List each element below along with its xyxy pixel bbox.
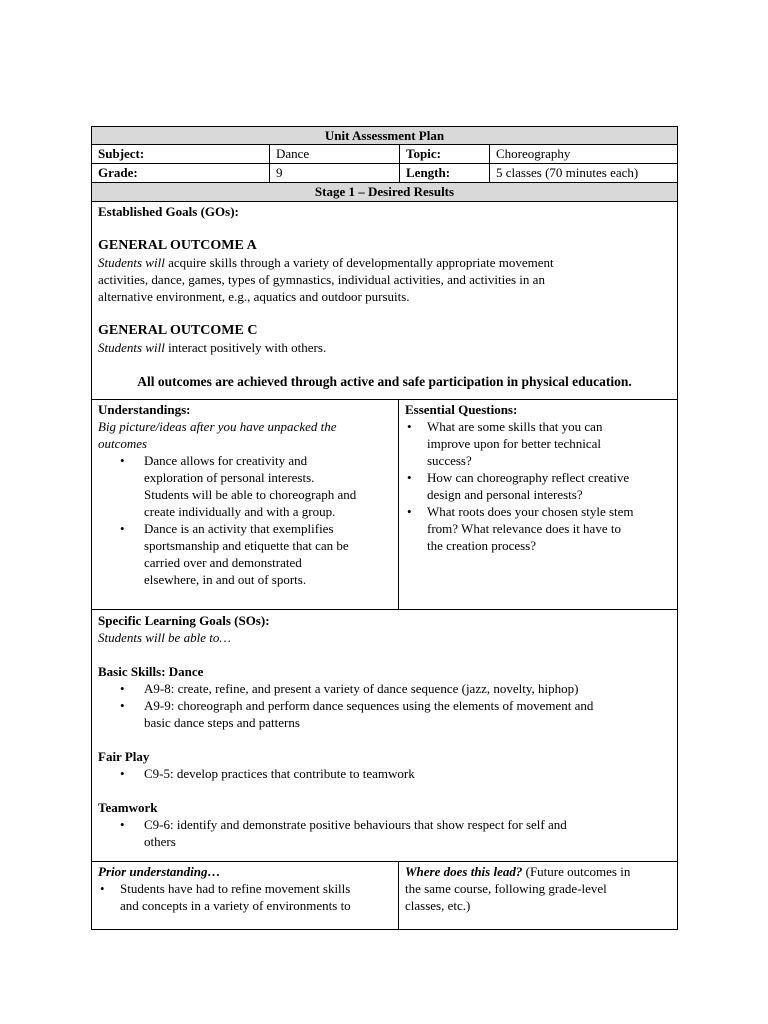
questions-cell [398,400,677,609]
questions-label: Essential Questions: [405,402,518,417]
question-item-line: design and personal interests? [427,487,583,502]
outcomes-summary: All outcomes are achieved through active and safe participation in physical education. [137,374,632,389]
section-list [98,680,671,731]
question-item-line: • What roots does your chosen style stem [427,504,634,519]
goal-item [98,816,671,850]
specific-label: Specific Learning Goals (SOs): [98,613,270,628]
understandings-subtitle-2: outcomes [98,436,148,451]
outcome-a-line-2: activities, dance, games, types of gymnastics, individual activities, and activities in an [98,272,545,287]
question-item-line: success? [427,453,472,468]
section-title: Teamwork [98,800,158,815]
prior-row [91,862,678,930]
goal-item-line: • C9-6: identify and demonstrate positive behaviours that show respect for self and [144,817,567,832]
question-item-line: improve upon for better technical [427,436,601,451]
outcome-c-line: Students will interact positively with others. [98,340,327,355]
lead-line-2: the same course, following grade-level [405,881,607,896]
question-item-line: • What are some skills that you can [427,419,603,434]
understanding-item-line: sportsmanship and etiquette that can be [144,538,349,553]
section-list [98,765,671,782]
understanding-item [98,520,392,588]
goals-label: Established Goals (GOs): [98,204,239,219]
goal-item-line: • C9-5: develop practices that contribute to teamwork [144,766,415,781]
goal-item [98,765,671,782]
understanding-item-line: create individually and with a group. [144,504,336,519]
understanding-item-line: • Dance allows for creativity and [144,453,308,468]
understanding-item-line: Students will be able to choreograph and [144,487,357,502]
prior-cell [92,862,398,929]
understanding-item-line: exploration of personal interests. [144,470,315,485]
subject-label: Subject: [98,146,145,161]
lead-cell [398,862,677,929]
table-title: Unit Assessment Plan [324,128,445,143]
length-value: 5 classes (70 minutes each) [489,164,677,182]
understanding-item-line: elsewhere, in and out of sports. [144,572,307,587]
understanding-item-line: • Dance is an activity that exemplifies [144,521,334,536]
info-row-2 [91,164,678,183]
section-title: Basic Skills: Dance [98,664,204,679]
lead-line-3: classes, etc.) [405,898,471,913]
topic-value: Choreography [489,145,677,163]
section-title: Fair Play [98,749,150,764]
question-item [405,503,671,554]
specific-row [91,610,678,862]
understandings-cell [92,400,398,609]
understanding-item-line: carried over and demonstrated [144,555,302,570]
topic-label: Topic: [399,145,489,163]
understanding-item [98,452,392,520]
grade-value: 9 [269,164,399,182]
goals-row [91,202,678,400]
prior-label: Prior understanding… [98,864,221,879]
grade-label: Grade: [98,165,138,180]
goal-item [98,697,671,731]
length-label: Length: [399,164,489,182]
understandings-list [98,452,392,588]
question-item-line: • How can choreography reflect creative [427,470,630,485]
goal-item [98,680,671,697]
title-row [91,126,678,145]
goal-item-line: basic dance steps and patterns [144,715,300,730]
specific-goals-cell [92,610,677,861]
gap [98,646,671,663]
question-item [405,469,671,503]
lead-line-1: Where does this lead? (Future outcomes in [405,864,631,879]
outcome-c-title: GENERAL OUTCOME C [98,323,258,338]
prior-item-line: • Students have had to refine movement skills [120,881,351,896]
questions-list [405,418,671,554]
understandings-subtitle-1: Big picture/ideas after you have unpacked the [98,419,337,434]
unit-assessment-plan-table [91,126,678,930]
goals-cell [92,202,677,399]
specific-subtitle: Students will be able to… [98,630,231,645]
stage1-row [91,183,678,202]
gap [98,731,671,748]
question-item-line: the creation process? [427,538,537,553]
subject-value: Dance [269,145,399,163]
prior-item-line: and concepts in a variety of environments to [120,898,351,913]
understandings-label: Understandings: [98,402,191,417]
outcome-a-line-1: Students will acquire skills through a variety of developmentally appropriate movement [98,255,554,270]
goal-item-line: • A9-9: choreograph and perform dance sequences using the elements of movement and [144,698,594,713]
prior-list [98,880,392,914]
outcome-a-title: GENERAL OUTCOME A [98,238,257,253]
understandings-row [91,400,678,610]
goal-item-line: others [144,834,176,849]
prior-item [98,880,392,914]
section-list [98,816,671,850]
question-item [405,418,671,469]
outcome-a-line-3: alternative environment, e.g., aquatics and outdoor pursuits. [98,289,410,304]
goal-item-line: • A9-8: create, refine, and present a variety of dance sequence (jazz, novelty, hiphop) [144,681,579,696]
stage1-heading: Stage 1 – Desired Results [314,184,455,199]
info-row-1 [91,145,678,164]
gap [98,782,671,799]
question-item-line: from? What relevance does it have to [427,521,621,536]
